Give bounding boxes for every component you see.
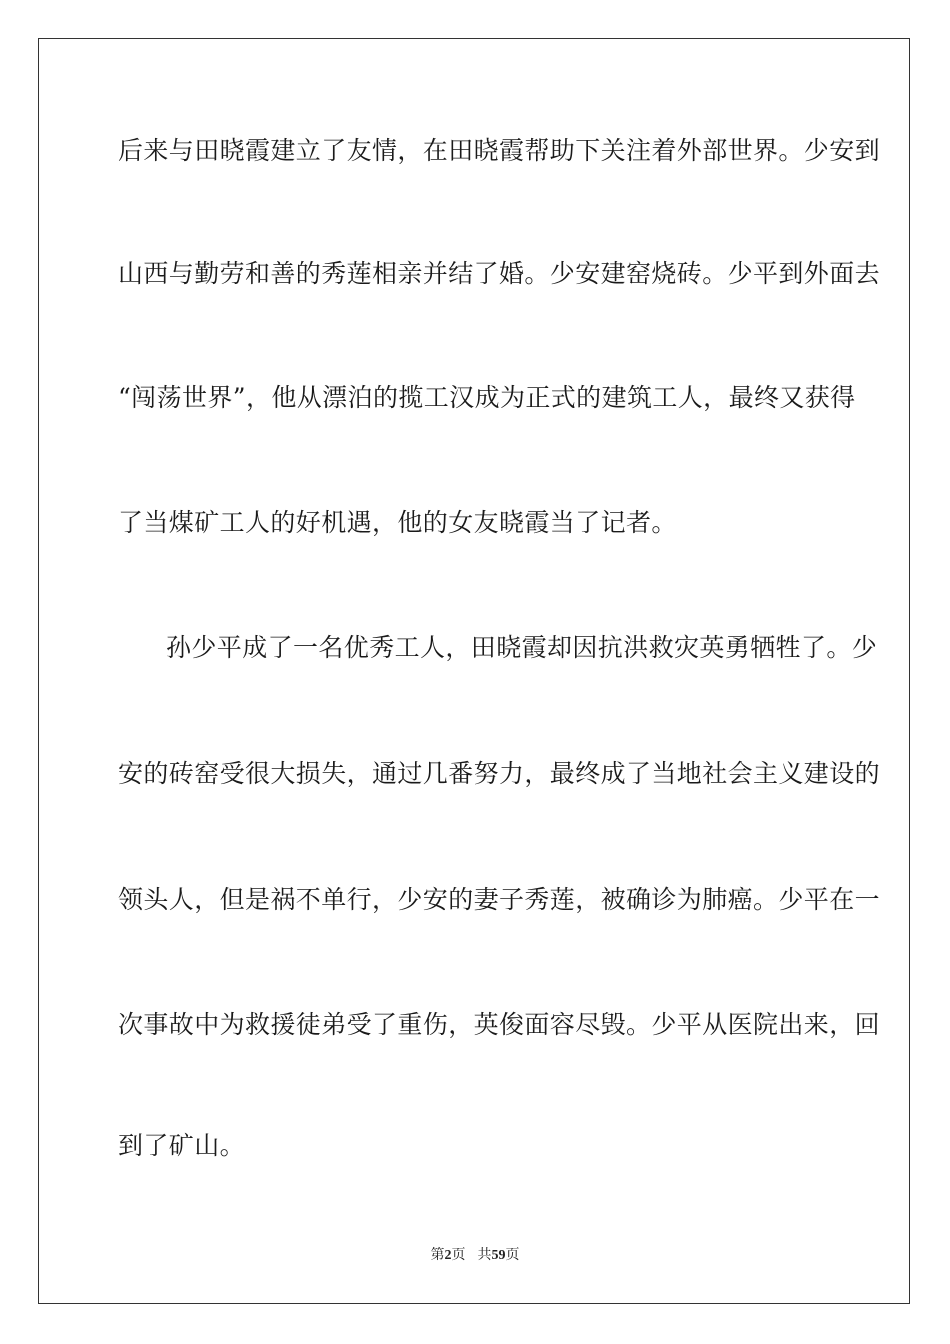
text-line: 后来与田晓霞建立了友情，在田晓霞帮助下关注着外部世界。少安到	[118, 136, 881, 165]
total-suffix: 页	[505, 1247, 520, 1263]
current-page-number: 2	[444, 1248, 452, 1263]
text-line: “闯荡世界”，他从漂泊的揽工汉成为正式的建筑工人，最终又获得	[118, 383, 856, 412]
page-footer	[0, 1245, 950, 1266]
text-line: 安的砖窑受很大损失，通过几番努力，最终成了当地社会主义建设的	[118, 759, 881, 788]
text-line: 次事故中为救援徒弟受了重伤，英俊面容尽毁。少平从医院出来，回	[118, 1010, 881, 1039]
total-page-count: 59	[491, 1248, 506, 1263]
page-border	[38, 38, 910, 1304]
text-line: 到了矿山。	[118, 1131, 246, 1160]
paragraph-start-line: 孙少平成了一名优秀工人，田晓霞却因抗洪救灾英勇牺牲了。少	[166, 633, 878, 662]
text-line: 领头人，但是祸不单行，少安的妻子秀莲，被确诊为肺癌。少平在一	[118, 885, 881, 914]
text-line: 山西与勤劳和善的秀莲相亲并结了婚。少安建窑烧砖。少平到外面去	[118, 259, 881, 288]
page-suffix: 页	[451, 1247, 466, 1263]
page-prefix: 第	[430, 1247, 445, 1263]
total-prefix: 共	[477, 1247, 492, 1263]
text-line: 了当煤矿工人的好机遇，他的女友晓霞当了记者。	[118, 508, 677, 537]
